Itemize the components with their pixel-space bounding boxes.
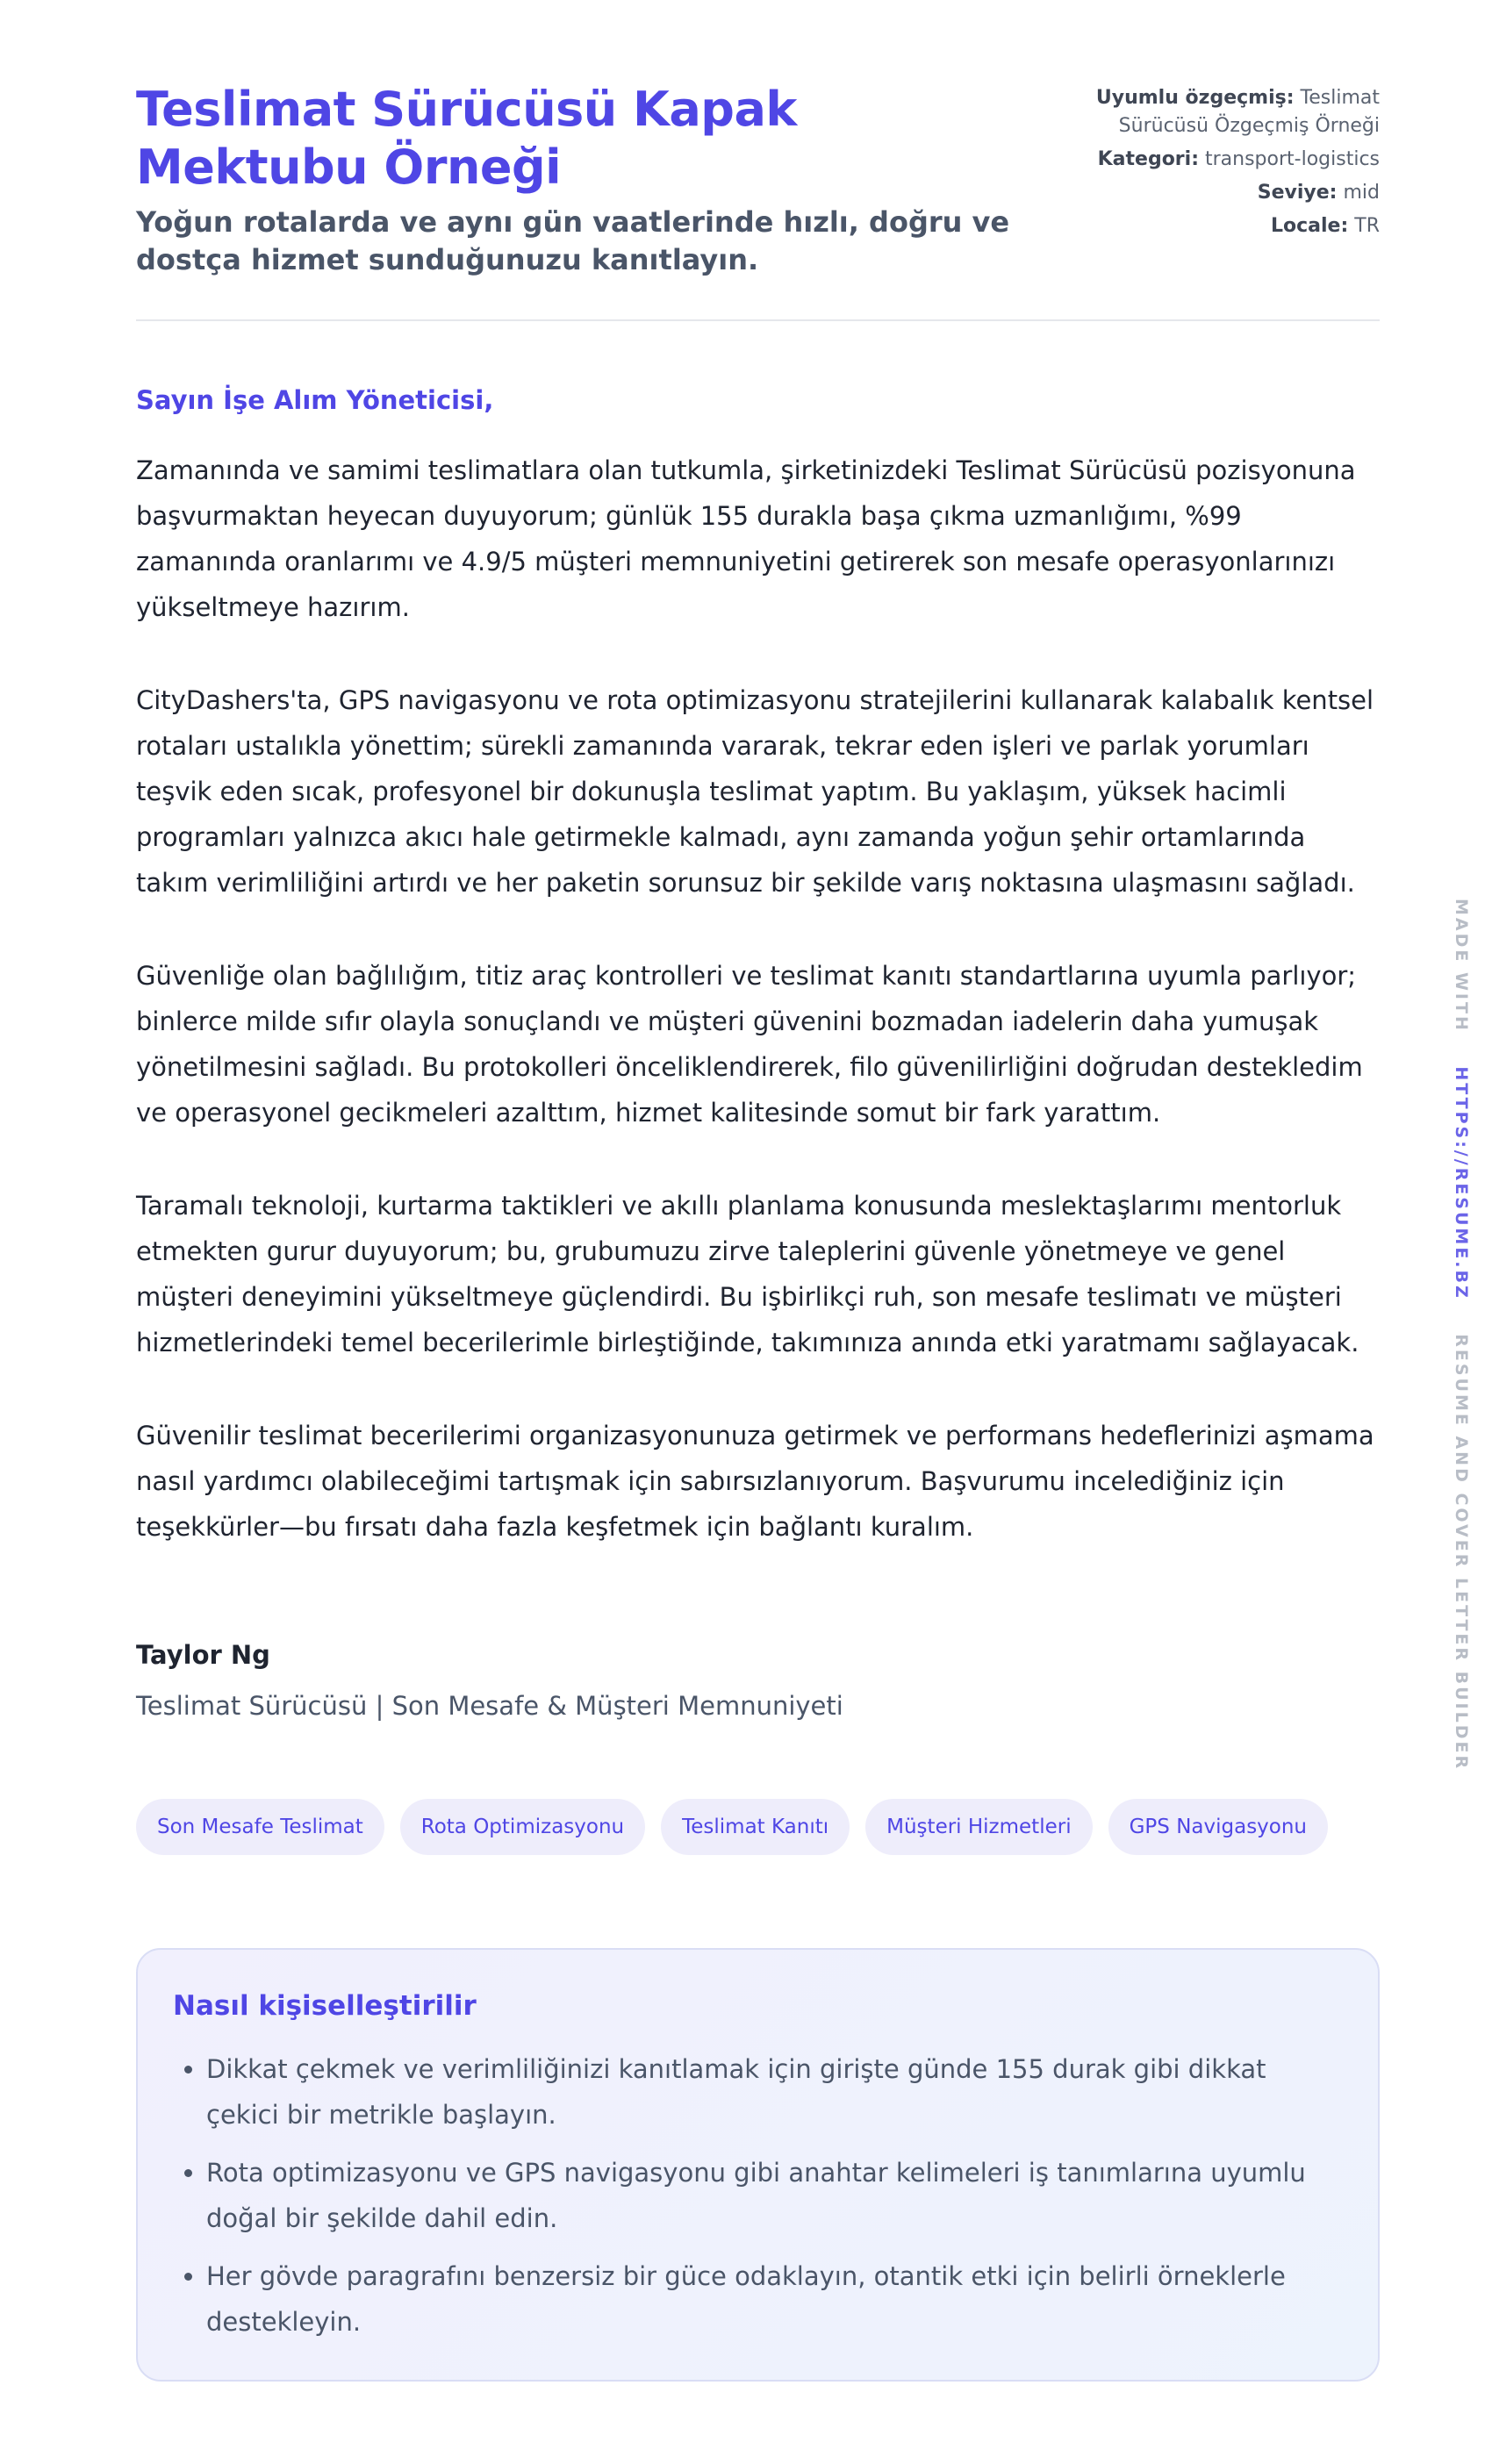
letter-paragraph: Güvenliğe olan bağlılığım, titiz araç kontrolleri ve teslimat kanıtı standartlarına uyumla parlıyor; binlerce milde sıfır olayla sonuçlandı ve müşteri güvenini bozmadan iadelerin daha yumuşak yönetilmesini sağladı. Bu protokolleri önceliklendirerek, filo güvenilirliğini doğrudan destekledim ve operasyonel gecikmeleri azalttım, hizmet kalitesinde somut bir fark yarattım. [136,961,1363,1128]
side-credit [1448,899,1474,1772]
letter-paragraph: CityDashers'ta, GPS navigasyonu ve rota optimizasyonu stratejilerini kullanarak kalabalık kentsel rotaları ustalıkla yönettim; sürekli zamanında vararak, tekrar eden işleri ve parlak yorumları teşvik eden sıcak, profesyonel bir dokunuşla teslimat yaptım. Bu yaklaşım, yüksek hacimli programları yalnızca akıcı hale getirmekle kalmadı, aynı zamanda yoğun şehir ortamlarında takım verimliliğini artırdı ve her paketin sorunsuz bir şekilde varış noktasına ulaşmasını sağladı. [136,685,1374,898]
page-header [136,81,1380,321]
letter-paragraph: Zamanında ve samimi teslimatlara olan tutkumla, şirketinizdeki Teslimat Sürücüsü pozisyonuna başvurmaktan heyecan duyuyorum; günlük 155 durakla başa çıkma uzmanlığımı, %99 zamanında oranlarımı ve 4.9/5 müşteri memnuniyetini getirerek son mesafe operasyonlarınızı yükseltmeye hazırım. [136,455,1356,622]
skill-tag: Rota Optimizasyonu [400,1799,645,1855]
skill-tag: Son Mesafe Teslimat [136,1799,384,1855]
tip-item: • Rota optimizasyonu ve GPS navigasyonu gibi anahtar kelimeleri iş tanımlarına uyumlu doğal bir şekilde dahil edin. [206,2150,1343,2241]
credit-url-link[interactable]: HTTPS://RESUME.BZ [1452,1066,1471,1300]
cover-letter-page [136,81,1380,2382]
meta-category [1029,146,1380,174]
credit-prefix: MADE WITH [1452,899,1471,1033]
tips-title: Nasıl kişiselleştirilir [173,1990,477,2022]
meta-resume [1029,84,1380,140]
meta-locale-label: Locale: [1270,215,1349,237]
header-titles [136,81,1014,279]
letter-greeting: Sayın İşe Alım Yöneticisi, [136,385,494,415]
meta-level-value: mid [1343,182,1380,204]
meta-level [1029,179,1380,207]
meta-info [1029,84,1380,246]
signature-name: Taylor Ng [136,1640,270,1670]
tips-list [173,2046,1343,2345]
page-title: Teslimat Sürücüsü Kapak Mektubu Örneği [136,82,797,195]
letter-paragraph: Taramalı teknoloji, kurtarma taktikleri ve akıllı planlama konusunda meslektaşlarımı mentorluk etmekten gurur duyuyorum; bu, grubumuzu zirve taleplerini güvenle yönetmeye ve genel müşteri deneyimini yükseltmeye güçlendirdi. Bu işbirlikçi ruh, son mesafe teslimatı ve müşteri hizmetlerindeki temel becerilerimle birleştiğinde, takımınıza anında etki yaratmamı sağlayacak. [136,1191,1359,1357]
meta-resume-label: Uyumlu özgeçmiş: [1095,87,1295,109]
meta-category-label: Kategori: [1097,148,1199,170]
skill-tags [136,1799,1380,1855]
tip-item: • Dikkat çekmek ve verimliliğinizi kanıtlamak için girişte günde 155 durak gibi dikkat çekici bir metrikle başlayın. [206,2046,1343,2138]
meta-resume-value[interactable]: Teslimat Sürücüsü Özgeçmiş Örneği [1118,87,1380,137]
meta-locale [1029,212,1380,240]
credit-suffix: RESUME AND COVER LETTER BUILDER [1452,1334,1471,1772]
skill-tag: Müşteri Hizmetleri [865,1799,1092,1855]
meta-level-label: Seviye: [1257,182,1338,204]
meta-category-value: transport-logistics [1205,148,1380,170]
signature-title: Teslimat Sürücüsü | Son Mesafe & Müşteri Memnuniyeti [136,1691,843,1721]
skill-tag: GPS Navigasyonu [1108,1799,1328,1855]
letter-paragraph: Güvenilir teslimat becerilerimi organizasyonunuza getirmek ve performans hedeflerinizi aşmama nasıl yardımcı olabileceğimi tartışmak için sabırsızlanıyorum. Başvurumu incelediğiniz için teşekkürler—bu fırsatı daha fazla keşfetmek için bağlantı kuralım. [136,1421,1374,1542]
tip-item: • Her gövde paragrafını benzersiz bir güce odaklayın, otantik etki için belirli örneklerle destekleyin. [206,2253,1343,2345]
skill-tag: Teslimat Kanıtı [661,1799,850,1855]
meta-locale-value: TR [1354,215,1380,237]
personalization-tips [136,1948,1380,2382]
page-subtitle: Yoğun rotalarda ve aynı gün vaatlerinde hızlı, doğru ve dostça hizmet sunduğunuzu kanıtlayın. [136,205,1010,276]
side-credit-text [1452,899,1471,1771]
